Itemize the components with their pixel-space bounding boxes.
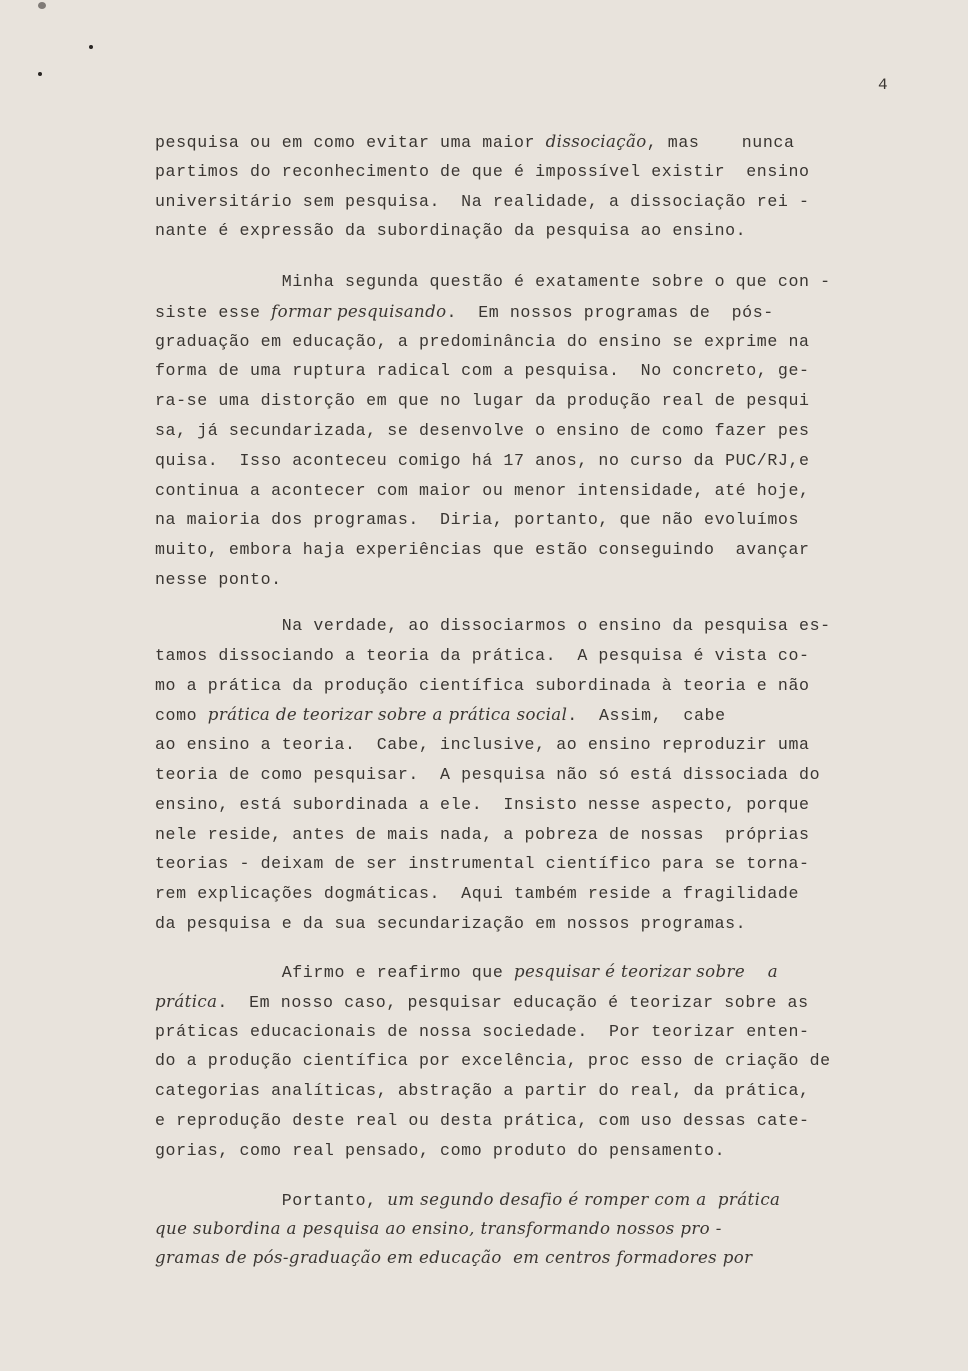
text-line [155, 510, 890, 530]
text-segment: muito, embora haja experiências que estão conseguindo avançar [155, 540, 810, 560]
emphasis-text: dissociação [545, 132, 647, 151]
text-line [155, 272, 890, 292]
text-segment: na maioria dos programas. Diria, portanto, que não evoluímos [155, 510, 800, 530]
text-segment: tamos dissociando a teoria da prática. A pesquisa é vista co- [155, 645, 810, 665]
text-line [155, 735, 890, 755]
text-segment: nele reside, antes de mais nada, a pobreza de nossas próprias [155, 824, 810, 844]
text-line [155, 884, 890, 904]
text-segment: partimos do reconhecimento de que é impossível existir ensino [155, 161, 810, 181]
emphasis-text: prática de teorizar sobre a prática social [207, 705, 568, 725]
text-segment: ra-se uma distorção em que no lugar da produção real de pesqui [155, 391, 810, 411]
text-segment: continua a acontecer com maior ou menor intensidade, até hoje, [155, 480, 810, 500]
text-segment: categorias analíticas, abstração a partir do real, da prática, [155, 1081, 810, 1101]
text-segment: ao ensino a teoria. Cabe, inclusive, ao ensino reproduzir uma [155, 735, 810, 755]
text-line [155, 1022, 890, 1042]
text-line [155, 825, 890, 845]
text-line [155, 570, 890, 590]
text-segment: Na verdade, ao dissociarmos o ensino da pesquisa es- [155, 616, 831, 635]
emphasis-text: gramas de pós-graduação em educação em centros formadores por [155, 1248, 753, 1268]
text-segment: Portanto, [155, 1191, 388, 1210]
text-line [155, 302, 890, 323]
text-segment: siste esse [155, 302, 272, 322]
text-segment: da pesquisa e da sua secundarização em nossos programas. [155, 914, 747, 933]
text-segment: nante é expressão da subordinação da pesquisa ao ensino. [155, 221, 747, 241]
text-line [155, 391, 890, 411]
text-line [155, 765, 890, 785]
text-segment: Minha segunda questão é exatamente sobre o que con - [155, 272, 831, 291]
text-segment: . Assim, cabe [567, 706, 726, 726]
text-line [155, 1081, 890, 1101]
text-line [155, 332, 890, 352]
text-line [155, 361, 890, 381]
text-line [155, 132, 890, 153]
text-line [155, 795, 890, 815]
text-segment: e reprodução deste real ou desta prática, com uso dessas cate- [155, 1111, 810, 1130]
text-line [155, 1219, 890, 1240]
text-line [155, 1051, 890, 1071]
text-line [155, 705, 890, 726]
text-segment: universitário sem pesquisa. Na realidade, a dissociação rei - [155, 191, 810, 211]
text-line [155, 992, 890, 1013]
text-line [155, 162, 890, 182]
text-line [155, 1248, 890, 1269]
text-segment: gorias, como real pensado, como produto do pensamento. [155, 1140, 726, 1160]
text-line [155, 1141, 890, 1161]
text-segment: teoria de como pesquisar. A pesquisa não só está dissociada do [155, 765, 821, 784]
text-line [155, 1190, 890, 1211]
text-line [155, 481, 890, 501]
text-segment: práticas educacionais de nossa sociedade. Por teorizar enten- [155, 1021, 810, 1041]
text-segment: graduação em educação, a predominância do ensino se exprime na [155, 331, 810, 351]
text-segment: Afirmo e reafirmo que [155, 963, 514, 982]
emphasis-text: que subordina a pesquisa ao ensino, transformando nossos pro - [155, 1219, 722, 1239]
text-line [155, 646, 890, 666]
text-line [155, 616, 890, 636]
page-number: 4 [878, 76, 888, 94]
emphasis-text: pesquisar é teorizar sobre a [513, 962, 779, 981]
text-segment: teorias - deixam de ser instrumental científico para se torna- [155, 854, 810, 874]
text-line [155, 914, 890, 934]
scan-speck [89, 45, 93, 49]
text-segment: . Em nossos programas de pós- [446, 302, 774, 322]
text-line [155, 676, 890, 696]
text-line [155, 540, 890, 560]
text-segment: , mas nunca [646, 133, 795, 152]
text-line [155, 962, 890, 983]
scan-speck [38, 2, 46, 9]
emphasis-text: formar pesquisando [271, 301, 447, 321]
text-line [155, 421, 890, 441]
emphasis-text: um segundo desafio é romper com a prática [387, 1190, 781, 1209]
text-segment: ensino, está subordinada a ele. Insisto nesse aspecto, porque [155, 794, 810, 814]
text-segment: nesse ponto. [155, 570, 282, 589]
text-segment: . Em nosso caso, pesquisar educação é teorizar sobre as [217, 992, 809, 1012]
text-segment: pesquisa ou em como evitar uma maior [155, 133, 546, 152]
text-segment: sa, já secundarizada, se desenvolve o ensino de como fazer pes [155, 421, 810, 440]
text-line [155, 854, 890, 874]
text-segment: quisa. Isso aconteceu comigo há 17 anos, no curso da PUC/RJ,e [155, 450, 810, 470]
text-line [155, 451, 890, 471]
text-segment: forma de uma ruptura radical com a pesquisa. No concreto, ge- [155, 361, 810, 381]
scan-speck [38, 72, 42, 76]
text-segment: como [155, 706, 208, 726]
text-line [155, 221, 890, 241]
text-segment: mo a prática da produção científica subordinada à teoria e não [155, 675, 810, 695]
emphasis-text: prática [155, 991, 218, 1011]
text-segment: do a produção científica por excelência, proc esso de criação de [155, 1051, 831, 1071]
text-segment: rem explicações dogmáticas. Aqui também reside a fragilidade [155, 884, 800, 904]
text-line [155, 192, 890, 212]
text-line [155, 1111, 890, 1131]
